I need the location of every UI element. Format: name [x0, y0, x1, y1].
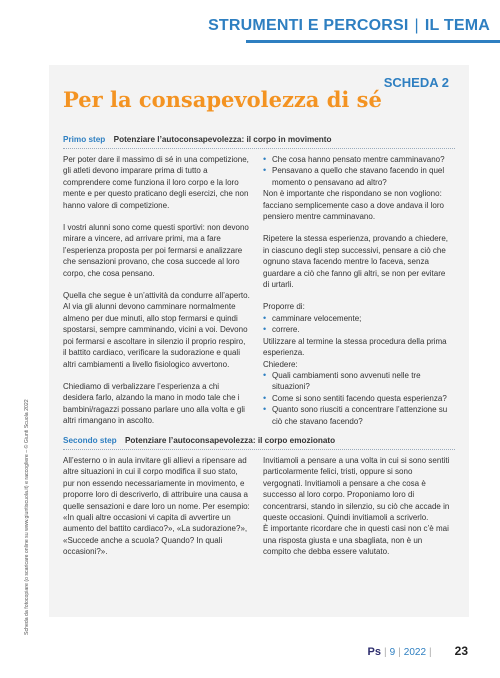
paragraph: Al via gli alunni devono camminare normalmente almeno per due minuti, allo stop fermarsi e quindi spostarsi, sempre camminando, vicini a voi. Devono poi fermarsi e ascoltare in silenzio il proprio respiro, il battito cardiaco, verificare la sudorazione e quali altri cambiamenti a livello fisiologico avvertono. [63, 302, 248, 369]
issue-number: 9 [389, 647, 396, 658]
page-footer [368, 644, 468, 658]
footer-separator: | [384, 647, 387, 658]
step-title: Potenziare l’autoconsapevolezza: il corpo emozionato [124, 436, 336, 445]
paragraph: Chiediamo di verbalizzare l’esperienza a chi desidera farlo, alzando la mano in modo tale che i bambini/ragazzi possano parlare uno alla volta e gli altri rimangano in ascolto. [63, 381, 245, 426]
header-separator: | [414, 17, 419, 34]
column-step1-left [63, 154, 251, 438]
footer-separator: | [398, 647, 401, 658]
column-step2-left [63, 455, 251, 569]
header-section: STRUMENTI E PERCORSI [208, 17, 409, 34]
paragraph: È importante ricordare che in questi casi non c’è mai una risposta giusta e una sbagliata, non è un compito che debba essere valutato. [263, 524, 449, 557]
step-title: Potenziare l’autoconsapevolezza: il corpo in movimento [113, 135, 332, 144]
step-divider [63, 449, 455, 450]
step-heading-2 [63, 436, 335, 445]
list-item: • Pensavano a quello che stavano facendo in quel momento o pensavano ad altro? [263, 165, 451, 188]
bullet-list [263, 154, 451, 188]
step-heading-1 [63, 135, 332, 144]
header-rule [246, 40, 500, 43]
bullet-list [263, 313, 451, 336]
step-divider [63, 148, 455, 149]
paragraph: Non è importante che rispondano se non vogliono: facciano semplicemente caso a dove andava il loro pensiero mentre camminavano. [263, 189, 444, 222]
list-item: • Che cosa hanno pensato mentre camminavano? [263, 154, 451, 165]
list-item: • Come si sono sentiti facendo questa esperienza? [263, 393, 451, 404]
magazine-brand: Ps [367, 646, 381, 658]
worksheet-tag: SCHEDA 2 [383, 75, 449, 90]
paragraph: I vostri alunni sono come questi sportivi: non devono mirare a vincere, ad arrivare primi, ma a fare l’esperienza proposta per poi fermarsi e analizzare che sensazioni provano, che cosa succede al loro corpo, che cosa pensano. [63, 223, 249, 278]
header-theme: IL TEMA [424, 17, 490, 34]
footer-separator: | [429, 647, 432, 658]
list-item: • Quali cambiamenti sono avvenuti nelle tre situazioni? [263, 370, 451, 393]
worksheet-card [49, 65, 469, 617]
worksheet-title: Per la consapevolezza di sé [63, 87, 382, 112]
list-item: • Quanto sono riusciti a concentrare l’attenzione su ciò che stavano facendo? [263, 404, 451, 427]
step-label: Secondo step [63, 436, 117, 445]
issue-year: 2022 [403, 647, 427, 658]
list-item: • camminare velocemente; [263, 313, 451, 324]
column-step2-right [263, 455, 451, 569]
paragraph: Quella che segue è un’attività da condurre all’aperto. [63, 291, 250, 301]
list-item: • correre. [263, 324, 451, 335]
paragraph: Ripetere la stessa esperienza, provando a chiedere, in ciascuno degli step successivi, pensare a ciò che ognuno stava facendo mentre lo faceva, senza guardare a ciò che fanno gli altri, se non per evitare di urtarli. [263, 234, 448, 290]
column-step1-right [263, 154, 451, 438]
page-header [0, 0, 500, 40]
paragraph: Invitiamoli a pensare a una volta in cui si sono sentiti particolarmente felici, tristi, oppure si sono vergognati. Invitiamoli a pensare a che cosa è successo al loro corpo. Proponiamo loro di concentrarsi, stando in silenzio, su ciò che accade in queste occasioni. Quindi invitiamoli a scriverlo. [263, 456, 450, 523]
paragraph: Per poter dare il massimo di sé in una competizione, gli atleti devono imparare prima di tutto a comprendere come funziona il loro corpo e la loro mente e per questo praticano degli esercizi, che non hanno valore di competizione. [63, 155, 249, 210]
paragraph: Chiedere: [263, 359, 298, 369]
paragraph: All’esterno o in aula invitare gli allievi a ripensare ad altre situazioni in cui il corpo modifica il suo stato, pur non essendo necessariamente in movimento, e proporre loro di descriverlo, di attribuire una causa a quelle sensazioni e dare loro un nome. Per esempio: «In quali altre occasioni vi capita di avvertire un aumento del battito cardiaco?», «La sudorazione?», «Succede anche a scuola? Quando? In quali occasioni?». [63, 456, 250, 557]
paragraph: Proporre di: [263, 302, 305, 312]
bullet-list [263, 370, 451, 427]
header-title [208, 17, 490, 35]
step-label: Primo step [63, 135, 106, 144]
paragraph: Utilizzare al termine la stessa procedura della prima esperienza. [263, 336, 447, 358]
page-number: 23 [454, 644, 468, 658]
side-caption: Scheda da fotocopiare (o scaricare online su www.giuntiscuola.it) e raccogliere – © Giunti Scuola 2022 [24, 399, 30, 635]
